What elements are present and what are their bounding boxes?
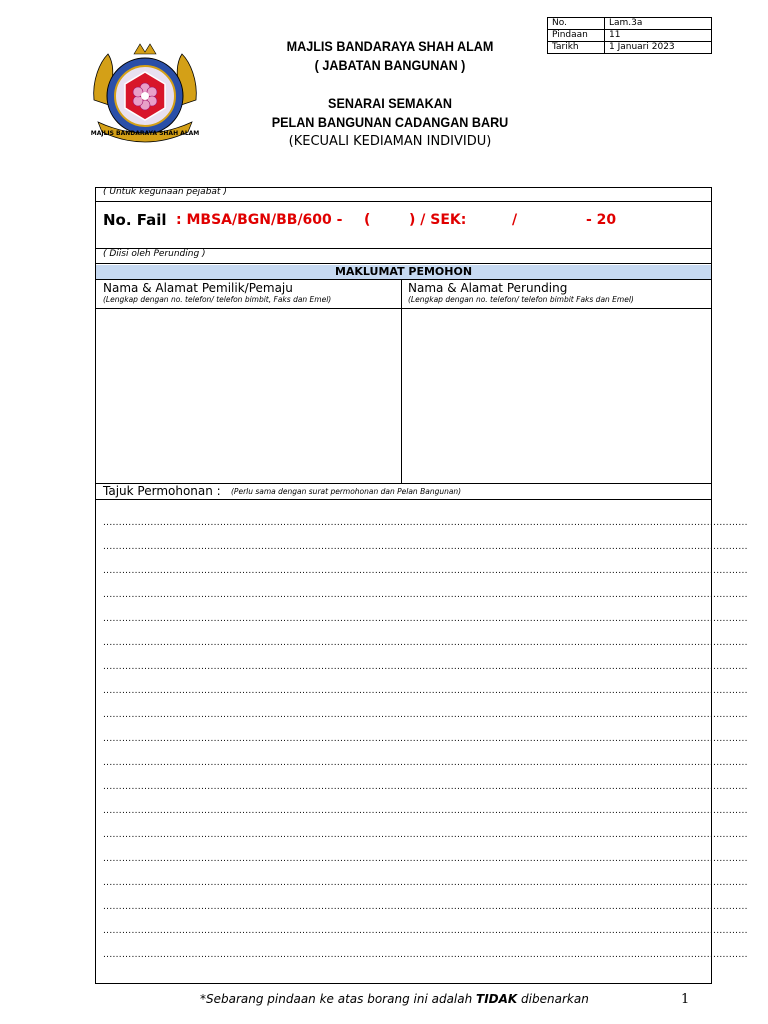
subject-label: Tajuk Permohonan : [103,484,221,498]
ref-key: Pindaan [548,30,605,42]
footer-pre: *Sebarang pindaan ke atas borang ini adalah [200,992,477,1006]
ref-key: Tarikh [548,42,605,54]
ref-value: Lam.3a [605,18,712,30]
file-slash: / [512,212,518,228]
dotted-line[interactable]: ............................................................................................................................................................................................................ [103,830,748,840]
dotted-line[interactable]: ............................................................................................................................................................................................................ [103,638,748,648]
ref-row [548,18,712,30]
ref-value: 1 Januari 2023 [605,42,712,54]
dotted-line[interactable]: ............................................................................................................................................................................................................ [103,566,748,576]
owner-field-hint: (Lengkap dengan no. telefon/ telefon bimbit, Faks dan Emel) [103,295,332,304]
logo [90,40,200,145]
logo-text: MAJLIS BANDARAYA SHAH ALAM [90,130,200,137]
dotted-line[interactable]: ............................................................................................................................................................................................................ [103,854,748,864]
consultant-address-field[interactable] [402,309,711,482]
ref-row [548,30,712,42]
application-form [95,187,748,984]
reference-table [547,17,712,54]
dotted-line[interactable]: ............................................................................................................................................................................................................ [103,662,748,672]
file-section-label: ) / SEK: [409,212,467,228]
file-paren-open: ( [364,212,371,228]
footer-note [200,992,589,1006]
dotted-line[interactable]: ............................................................................................................................................................................................................ [103,782,748,792]
divider [95,279,712,280]
owner-field-title: Nama & Alamat Pemilik/Pemaju [103,281,293,295]
org-name: MAJLIS BANDARAYA SHAH ALAM [286,38,494,54]
file-year: - 20 [586,212,617,228]
dotted-line[interactable]: ............................................................................................................................................................................................................ [103,614,748,624]
consultant-field-title: Nama & Alamat Perunding [408,281,568,295]
dotted-line[interactable]: ............................................................................................................................................................................................................ [103,878,748,888]
doc-subtitle: PELAN BANGUNAN CADANGAN BARU [271,114,509,130]
divider [95,263,712,264]
doc-exception: (KECUALI KEDIAMAN INDIVIDU) [288,134,492,149]
doc-title: SENARAI SEMAKAN [328,95,452,111]
file-number-label: No. Fail [103,211,167,229]
dotted-line[interactable]: ............................................................................................................................................................................................................ [103,590,748,600]
owner-address-field[interactable] [96,309,401,482]
footer-post: dibenarkan [517,992,589,1006]
consultant-field-hint: (Lengkap dengan no. telefon/ telefon bimbit Faks dan Emel) [408,295,634,304]
dotted-line[interactable]: ............................................................................................................................................................................................................ [103,518,748,528]
dotted-line[interactable]: ............................................................................................................................................................................................................ [103,926,748,936]
dotted-line[interactable]: ............................................................................................................................................................................................................ [103,758,748,768]
footer-emphasis: TIDAK [476,992,518,1006]
column-divider [401,279,402,483]
dotted-line[interactable]: ............................................................................................................................................................................................................ [103,686,748,696]
dotted-line[interactable]: ............................................................................................................................................................................................................ [103,902,748,912]
divider [95,499,712,500]
section-title: MAKLUMAT PEMOHON [96,265,711,279]
dotted-line[interactable]: ............................................................................................................................................................................................................ [103,734,748,744]
ref-row [548,42,712,54]
dotted-line[interactable]: ............................................................................................................................................................................................................ [103,542,748,552]
file-number-prefix: : MBSA/BGN/BB/600 - [176,212,343,228]
dotted-line[interactable]: ............................................................................................................................................................................................................ [103,710,748,720]
subject-hint: (Perlu sama dengan surat permohonan dan Pelan Bangunan) [231,487,462,496]
page-number: 1 [681,992,690,1007]
divider [95,201,712,202]
crest-icon [90,40,200,145]
dotted-line[interactable]: ............................................................................................................................................................................................................ [103,806,748,816]
ref-value: 11 [605,30,712,42]
consultant-fill-note: ( Diisi oleh Perunding ) [103,249,206,259]
ref-key: No. [548,18,605,30]
dept-name: ( JABATAN BANGUNAN ) [314,57,466,73]
office-use-note: ( Untuk kegunaan pejabat ) [103,187,227,197]
dotted-line[interactable]: ............................................................................................................................................................................................................ [103,950,748,960]
